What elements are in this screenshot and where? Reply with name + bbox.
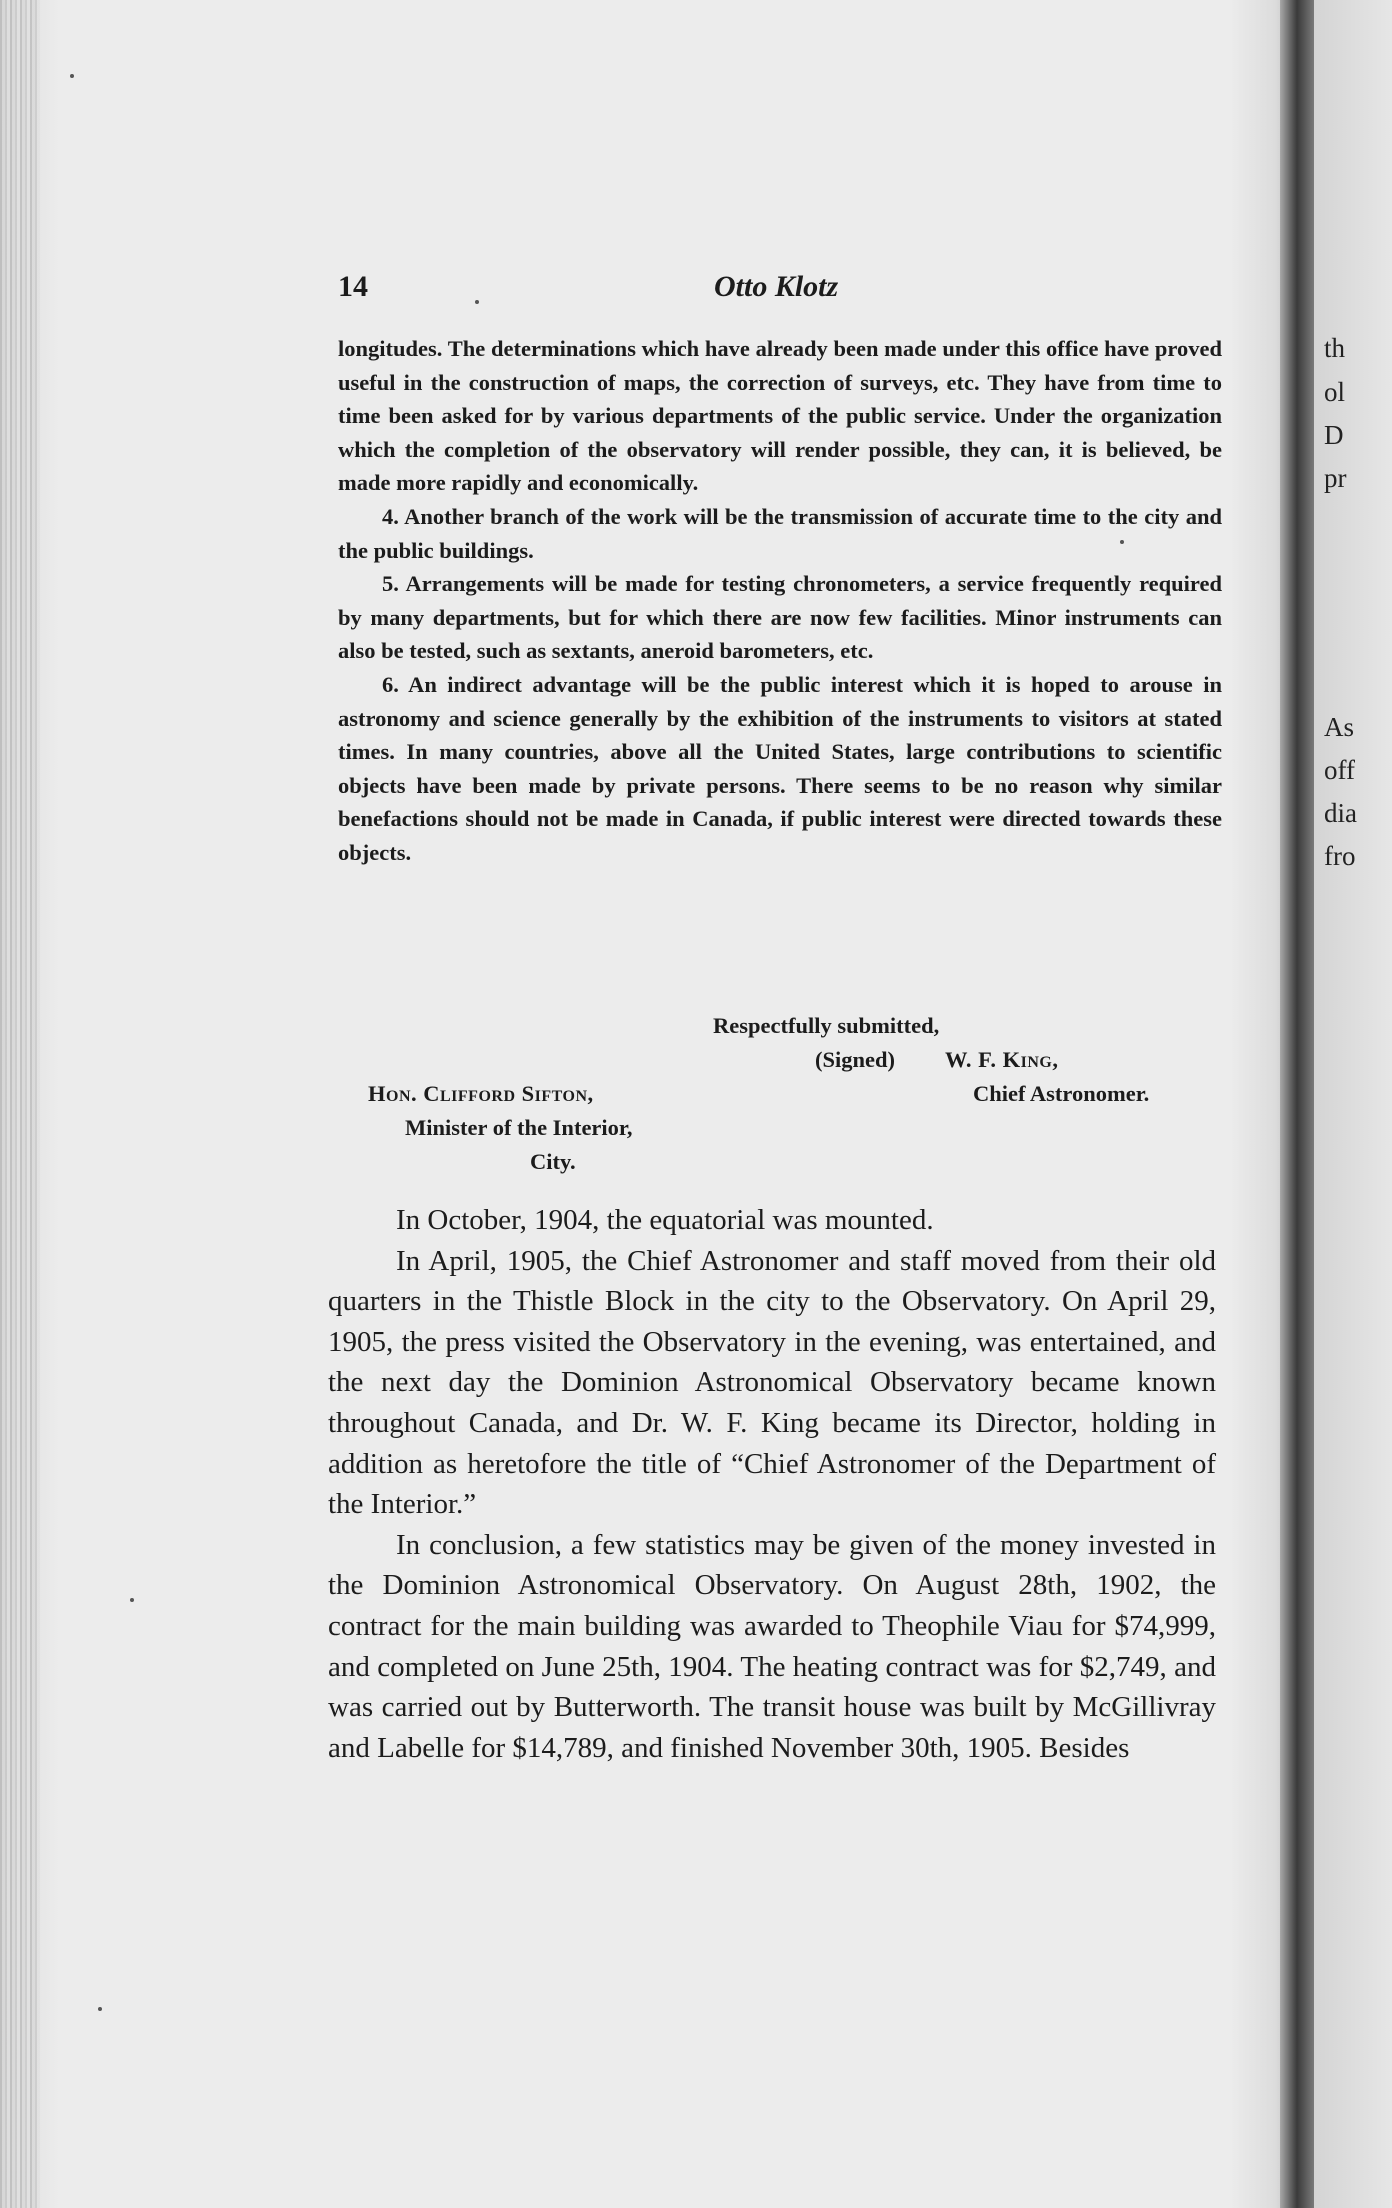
report-text xyxy=(338,332,1222,870)
facing-page-edge xyxy=(1314,0,1392,2208)
signer-name: W. F. King, xyxy=(945,1047,1059,1072)
body-paragraph: In conclusion, a few statistics may be given of the money invested in the Dominion Astronomical Observatory. On August 28th, 1902, the contract for the main building was awarded to Theophile Viau for $74,999, and completed on June 25th, 1904. The heating contract was for $2,749, and was carried out by Butterworth. The transit house was built by McGillivray and Labelle for $14,789, and finished November 30th, 1905. Besides xyxy=(328,1528,1216,1764)
signer-title: Chief Astronomer. xyxy=(973,1081,1150,1106)
page-number: 14 xyxy=(338,270,368,303)
report-paragraph: 4. Another branch of the work will be the transmission of accurate time to the city and the public buildings. xyxy=(338,503,1222,563)
running-head-title: Otto Klotz xyxy=(714,270,839,303)
report-paragraph: longitudes. The determinations which have already been made under this office have proved useful in the construction of maps, the correction of surveys, etc. They have from time to time been asked for by various departments of the public service. Under the organization which the completion of the observatory will render possible, they can, it is believed, be made more rapidly and economically. xyxy=(338,336,1222,496)
signed-prefix: (Signed) xyxy=(815,1047,896,1072)
book-gutter xyxy=(1280,0,1314,2208)
body-text xyxy=(328,1200,1216,1768)
body-paragraph: In October, 1904, the equatorial was mounted. xyxy=(396,1204,934,1236)
dust-speck xyxy=(98,2007,102,2011)
dust-speck xyxy=(1120,540,1124,544)
running-head xyxy=(338,270,1198,310)
addressee-title: Minister of the Interior, xyxy=(405,1115,633,1140)
facing-page-fragment: th xyxy=(1324,333,1346,363)
closing-line: Respectfully submitted, xyxy=(713,1013,940,1038)
report-paragraph: 6. An indirect advantage will be the public interest which it is hoped to arouse in astronomy and science generally by the exhibition of the instruments to visitors at stated times. In many countries, above all the United States, large contributions to scientific objects have been made by private persons. There seems to be no reason why similar benefactions should not be made in Canada, if public interest were directed towards these objects. xyxy=(338,671,1222,865)
page-edge-shadow xyxy=(0,0,40,2208)
report-paragraph: 5. Arrangements will be made for testing chronometers, a service frequently required by many departments, but for which there are now few facilities. Minor instruments can also be tested, such as sextants, aneroid barometers, etc. xyxy=(338,571,1222,664)
addressee-city: City. xyxy=(530,1149,576,1174)
facing-page-fragment: fro xyxy=(1324,841,1356,871)
facing-page-fragment: As xyxy=(1324,712,1355,742)
dust-speck xyxy=(70,74,74,78)
addressee-name: Hon. Clifford Sifton, xyxy=(368,1081,594,1106)
facing-page-fragment: dia xyxy=(1324,798,1357,828)
facing-page-fragment: off xyxy=(1324,755,1355,785)
dust-speck xyxy=(130,1598,134,1602)
facing-page-fragment: ol xyxy=(1324,377,1346,407)
body-paragraph: In April, 1905, the Chief Astronomer and staff moved from their old quarters in the Thistle Block in the city to the Observatory. On April 29, 1905, the press visited the Observatory in the evening, was entertained, and the next day the Dominion Astronomical Observatory became known throughout Canada, and Dr. W. F. King became its Director, holding in addition as heretofore the title of “Chief Astronomer of the Department of the Interior.” xyxy=(328,1244,1216,1521)
facing-page-fragment: D xyxy=(1324,420,1344,450)
facing-page-fragment: pr xyxy=(1324,463,1347,493)
dust-speck xyxy=(475,300,479,304)
